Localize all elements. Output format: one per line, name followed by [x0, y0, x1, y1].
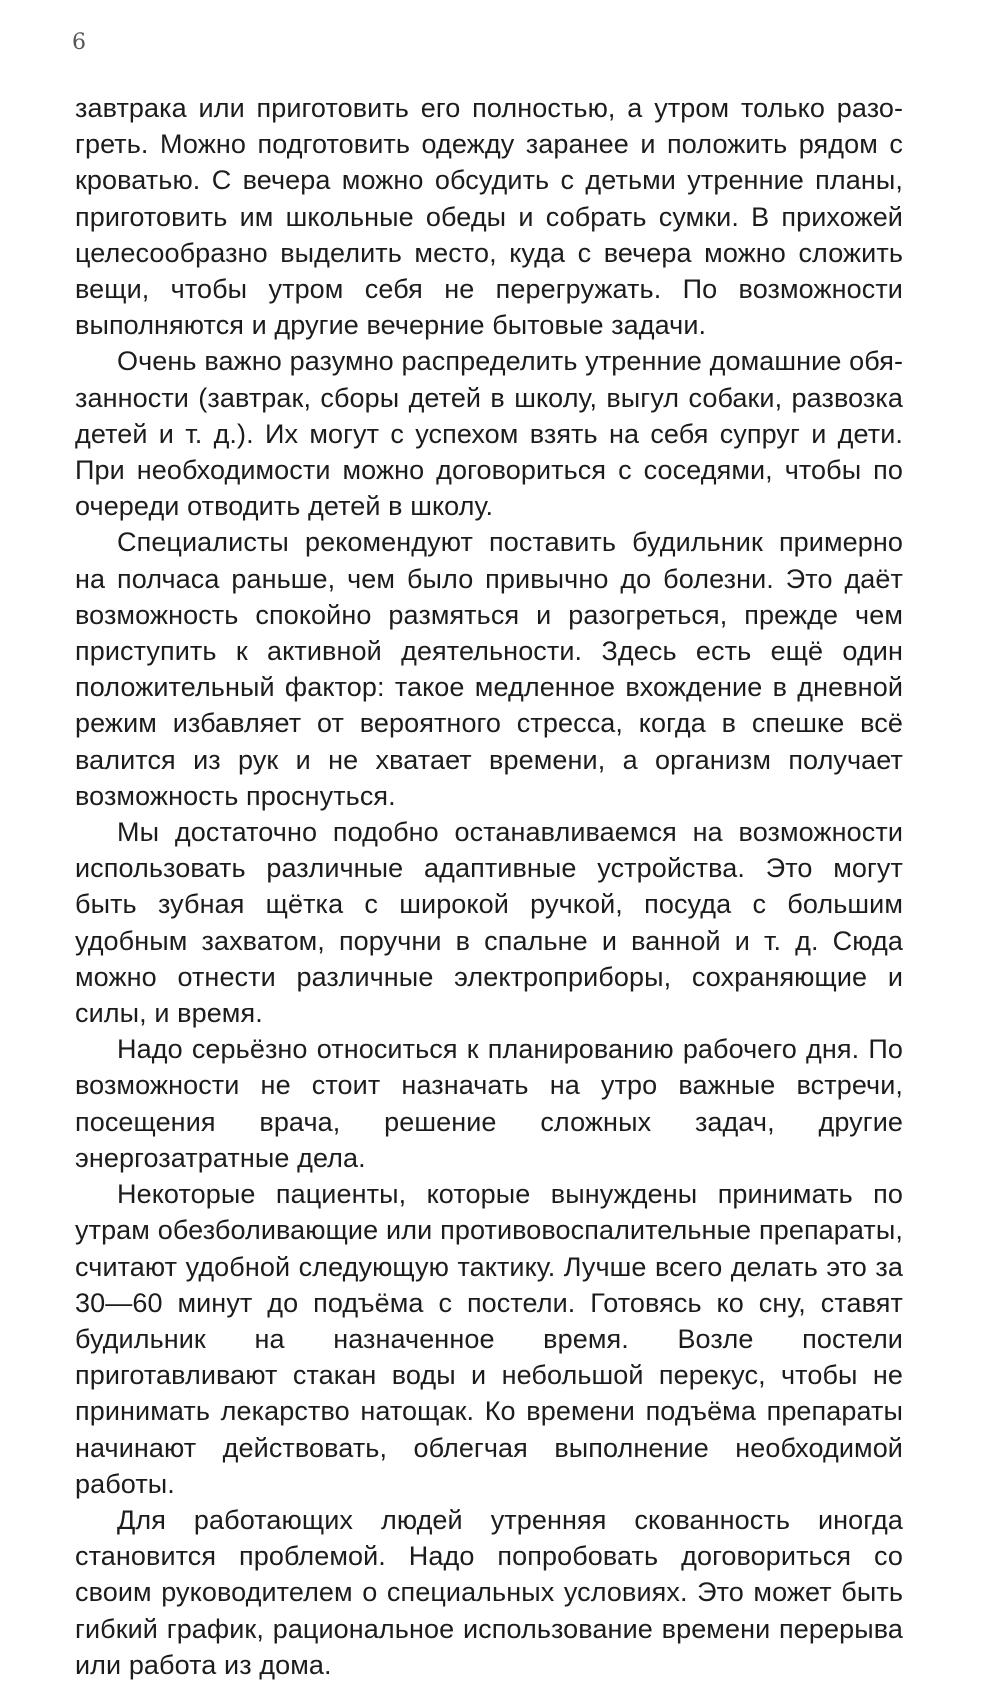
paragraph-5: Надо серьёзно относиться к планированию рабочего дня. По возможности не стоит назначать на утро важные встречи, посещения врача, решение сложных задач, другие энергозатратные дела. — [75, 1034, 903, 1173]
paragraph-3: Специалисты рекомендуют поставить будильник примерно на полчаса раньше, чем было привычно до болезни. Это даёт возможность спокойно размяться и разогреться, прежде чем приступить к активной деятельности. Здесь есть ещё один положительный фактор: такое медленное вхождение в дневной режим избавляет от вероятного стресса, когда в спешке всё валится из рук и не хватает времени, а организм получает возможность проснуться. — [75, 527, 903, 811]
paragraph-7: Для работающих людей утренняя скованность иногда становится проблемой. Надо попробовать договориться со своим руководителем о специальных условиях. Это может быть гибкий график, рациональное использование времени перерыва или работа из дома. — [75, 1504, 903, 1680]
page-number: 6 — [72, 30, 86, 55]
paragraph-1: завтрака или приготовить его полностью, а утром только разогреть. Можно подготовить одежду заранее и положить рядом с кроватью. С вечера можно обсудить с детьми утренние планы, приготовить им школьные обеды и собрать сумки. В прихожей целесообразно выделить место, куда с вечера можно сложить вещи, чтобы утром себя не перегружать. По возможности выполняются и другие вечерние бытовые задачи. — [75, 93, 903, 341]
paragraph-6: Некоторые пациенты, которые вынуждены принимать по утрам обезболивающие или противовоспалительные препараты, считают удобной следующую тактику. Лучше всего делать это за 30—60 минут до подъёма с постели. Готовясь ко сну, ставят будильник на назначенное время. Возле постели приготавливают стакан воды и небольшой перекус, чтобы не принимать лекарство натощак. Ко времени подъёма препараты начинают действовать, облегчая выполнение необходимой работы. — [75, 1179, 903, 1499]
paragraph-2: Очень важно разумно распределить утренние домашние обязанности (завтрак, сборы детей в школу, выгул собаки, развозка детей и т. д.). Их могут с успехом взять на себя супруг и дети. При необходимости можно договориться с соседями, чтобы по очереди отводить детей в школу. — [75, 346, 903, 522]
body-text — [75, 90, 903, 1683]
paragraph-4: Мы достаточно подобно останавливаемся на возможности использовать различные адаптивные устройства. Это могут быть зубная щётка с широкой ручкой, посуда с большим удобным захватом, поручни в спальне и ванной и т. д. Сюда можно отнести различные электроприборы, сохраняющие и силы, и время. — [75, 817, 903, 1029]
